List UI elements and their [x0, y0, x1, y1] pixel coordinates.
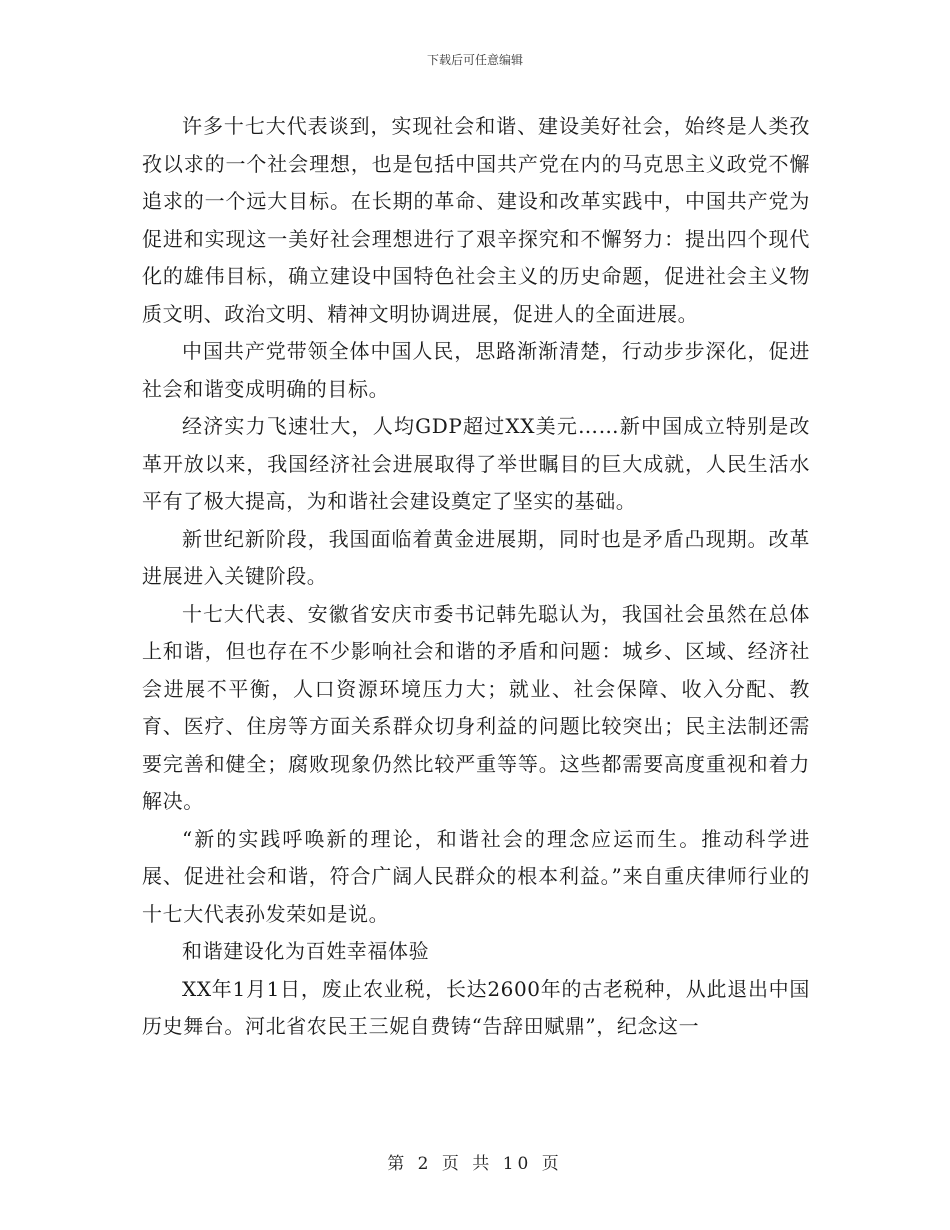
- paragraph: 十七大代表、安徽省安庆市委书记韩先聪认为，我国社会虽然在总体上和谐，但也存在不少影响社会和谐的矛盾和问题：城乡、区域、经济社会进展不平衡，人口资源环境压力大；就业、社会保障、收入分配、教育、医疗、住房等方面关系群众切身利益的问题比较突出；民主法制还需要完善和健全；腐败现象仍然比较严重等等。这些都需要高度重视和着力解决。: [142, 601, 810, 813]
- paragraph: XX年1月1日，废止农业税，长达2600年的古老税种，从此退出中国历史舞台。河北省农民王三妮自费铸“告辞田赋鼎”，纪念这一: [142, 976, 810, 1038]
- paragraph: 许多十七大代表谈到，实现社会和谐、建设美好社会，始终是人类孜孜以求的一个社会理想，也是包括中国共产党在内的马克思主义政党不懈追求的一个远大目标。在长期的革命、建设和改革实践中，中国共产党为促进和实现这一美好社会理想进行了艰辛探究和不懈努力：提出四个现代化的雄伟目标，确立建设中国特色社会主义的历史命题，促进社会主义物质文明、政治文明、精神文明协调进展，促进人的全面进展。: [142, 114, 810, 326]
- paragraph: 经济实力飞速壮大，人均GDP超过XX美元……新中国成立特别是改革开放以来，我国经济社会进展取得了举世瞩目的巨大成就，人民生活水平有了极大提高，为和谐社会建设奠定了坚实的基础。: [142, 414, 810, 513]
- page-header: 下载后可任意编辑: [426, 53, 523, 67]
- paragraph: 新世纪新阶段，我国面临着黄金进展期，同时也是矛盾凸现期。改革进展进入关键阶段。: [142, 526, 810, 588]
- paragraph: “新的实践呼唤新的理论，和谐社会的理念应运而生。推动科学进展、促进社会和谐，符合广阔人民群众的根本利益。”来自重庆律师行业的十七大代表孙发荣如是说。: [142, 826, 810, 926]
- page-number-footer: 第 2 页 共 10 页: [387, 1154, 563, 1174]
- paragraph: 中国共产党带领全体中国人民，思路渐渐清楚，行动步步深化，促进社会和谐变成明确的目标。: [142, 339, 810, 401]
- document-body: [142, 108, 810, 1046]
- section-heading: 和谐建设化为百姓幸福体验: [182, 939, 430, 963]
